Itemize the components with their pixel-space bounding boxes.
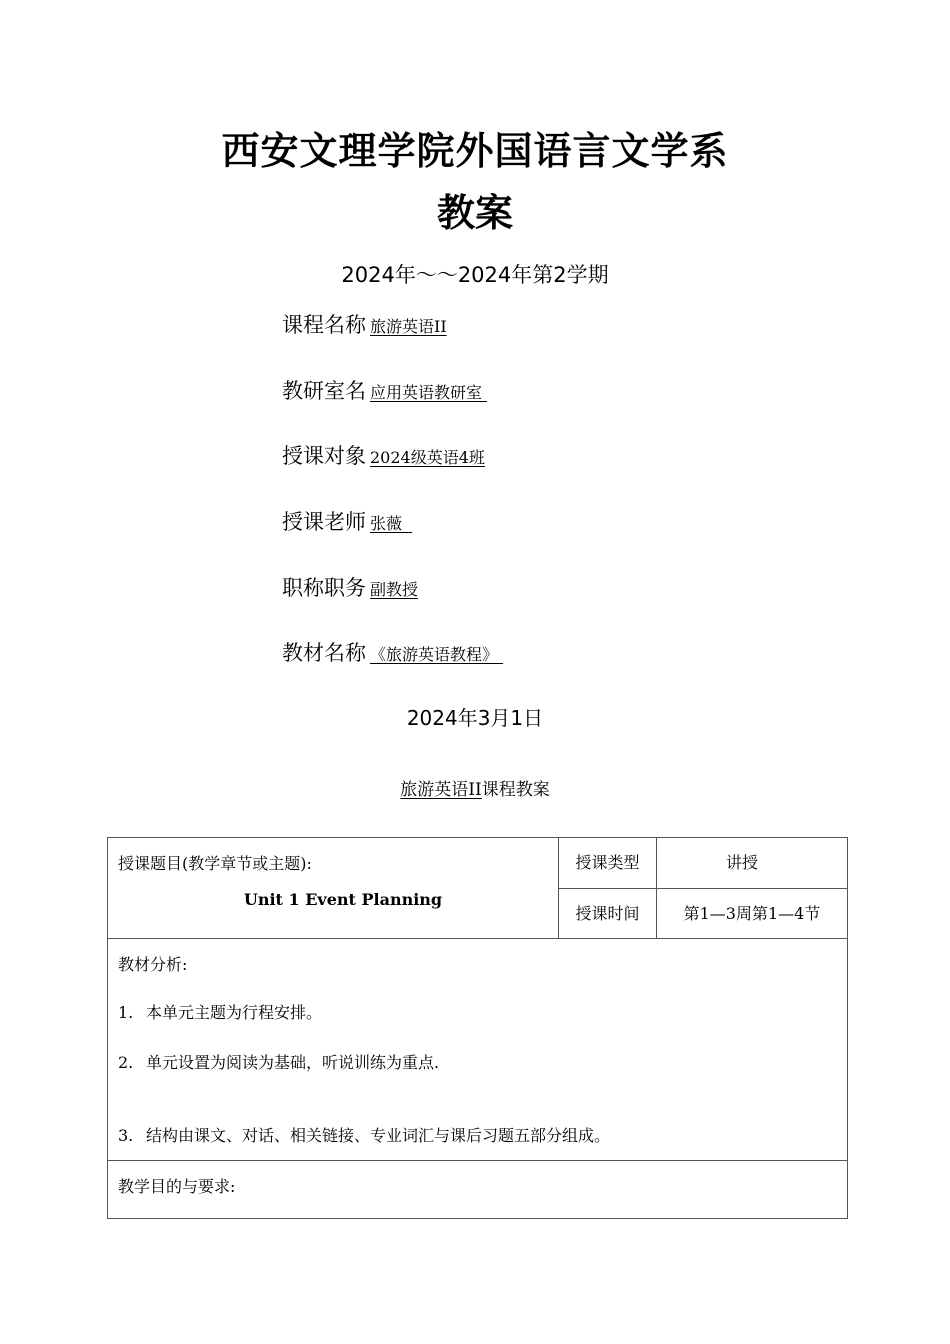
info-row-department	[282, 376, 487, 406]
analysis-cell	[108, 939, 848, 1161]
time-label: 授课时间	[559, 888, 657, 939]
document-title: 西安文理学院外国语言文学系	[221, 129, 729, 173]
list-item-text: 本单元主题为行程安排。	[146, 1003, 323, 1022]
type-label: 授课类型	[559, 838, 657, 889]
info-row-audience	[282, 441, 485, 471]
info-label: 职称职务	[282, 576, 366, 600]
info-value: 旅游英语II	[370, 317, 447, 336]
info-value: 应用英语教研室	[370, 383, 488, 402]
goal-heading: 教学目的与要求:	[118, 1177, 236, 1196]
info-label: 教研室名	[282, 379, 366, 403]
info-row-textbook	[282, 638, 503, 668]
list-item	[118, 1001, 322, 1025]
plan-title-course: 旅游英语II	[400, 780, 482, 800]
list-item-text: 单元设置为阅读为基础，听说训练为重点.	[146, 1053, 440, 1072]
analysis-heading: 教材分析:	[118, 955, 188, 974]
list-item	[118, 1124, 610, 1148]
topic-unit: Unit 1 Event Planning	[243, 890, 443, 909]
info-row-title	[282, 573, 418, 603]
document-date: 2024年3月1日	[406, 706, 544, 730]
info-value: 张薇	[370, 514, 413, 533]
type-value: 讲授	[657, 838, 848, 889]
list-item-number: 2.	[118, 1053, 134, 1072]
list-item-number: 3.	[118, 1126, 134, 1145]
goal-cell	[108, 1161, 848, 1219]
topic-cell	[108, 838, 559, 939]
list-item-number: 1.	[118, 1003, 134, 1022]
info-label: 教材名称	[282, 641, 366, 665]
info-value: 2024级英语4班	[370, 448, 485, 467]
list-item	[118, 1051, 439, 1075]
time-value: 第1—3周第1—4节	[657, 888, 848, 939]
info-label: 授课老师	[282, 510, 366, 534]
plan-title-suffix: 课程教案	[481, 780, 550, 800]
info-row-course-name	[282, 310, 447, 340]
topic-label: 授课题目(教学章节或主题):	[118, 854, 312, 873]
info-row-teacher	[282, 507, 412, 537]
lesson-plan-table	[107, 837, 848, 1219]
semester-line: 2024年～～2024年第2学期	[341, 263, 609, 287]
info-value: 副教授	[370, 580, 419, 599]
document-subtitle: 教案	[436, 191, 513, 235]
info-label: 课程名称	[282, 313, 366, 337]
plan-title	[0, 777, 950, 803]
info-value: 《旅游英语教程》	[370, 645, 504, 664]
info-label: 授课对象	[282, 444, 366, 468]
list-item-text: 结构由课文、对话、相关链接、专业词汇与课后习题五部分组成。	[146, 1126, 611, 1145]
